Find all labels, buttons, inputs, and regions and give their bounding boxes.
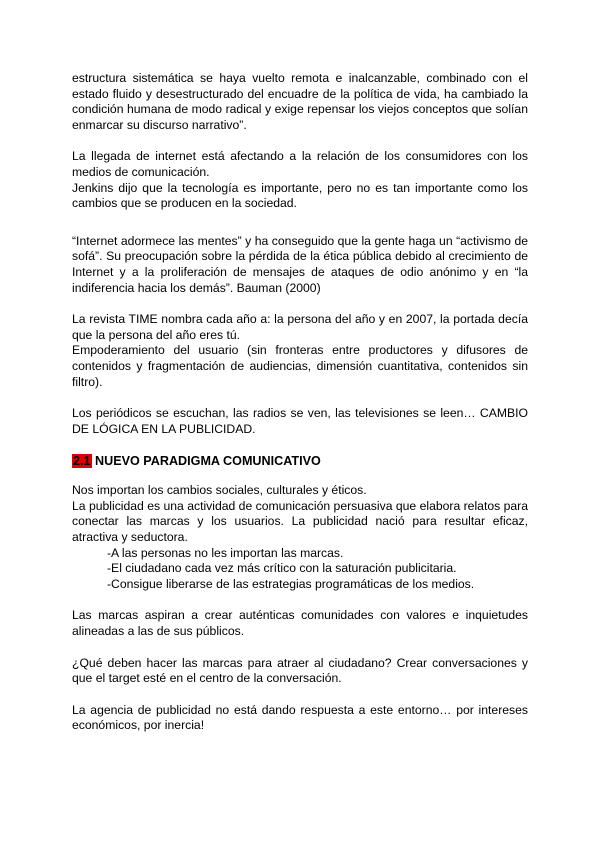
section-number: 2.1 [73, 454, 91, 469]
section-title: NUEVO PARADIGMA COMUNICATIVO [91, 454, 321, 469]
list-item: -El ciudadano cada vez más crítico con la saturación publicitaria. [107, 561, 457, 576]
paragraph-internet: La llegada de internet está afectando a la relación de los consumidores con los medios de comunicación. [72, 149, 528, 179]
paragraph-agencia: La agencia de publicidad no está dando respuesta a este entorno… por intereses económicos, por inercia! [72, 702, 528, 733]
paragraph-empoderamiento: Empoderamiento del usuario (sin fronteras entre productores y difusores de contenidos y fragmentación de audiencias, dimensión cuantitativa, contenidos sin filtro). [72, 343, 528, 389]
paragraph-jenkins: Jenkins dijo que la tecnología es importante, pero no es tan importante como los cambios que se producen en la sociedad. [72, 180, 528, 211]
section-heading [72, 453, 528, 469]
list-item: -Consigue liberarse de las estrategias programáticas de los medios. [107, 576, 475, 591]
paragraph-time: La revista TIME nombra cada año a: la persona del año y en 2007, la portada decía que la persona del año eres tú. [72, 312, 528, 342]
paragraph-quote-end: estructura sistemática se haya vuelto remota e inalcanzable, combinado con el estado fluido y desestructurado del encuadre de la política de vida, ha cambiado la condición humana de modo radical y exige repensar los viejos conceptos que solían enmarcar su discurso narrativo”. [72, 71, 528, 132]
paragraph-publicidad: La publicidad es una actividad de comunicación persuasiva que elabora relatos para conectar las marcas y los usuarios. La publicidad nació para resultar eficaz, atractiva y seductora. [72, 498, 528, 545]
page-content [72, 71, 528, 734]
paragraph-cambios-sociales: Nos importan los cambios sociales, culturales y éticos. [72, 483, 367, 498]
paragraph-marcas: Las marcas aspiran a crear auténticas comunidades con valores e inquietudes alineadas a las de sus públicos. [72, 608, 528, 639]
paragraph-bauman: “Internet adormece las mentes” y ha conseguido que la gente haga un “activismo de sofá”. Su preocupación sobre la pérdida de la ética pública debido al crecimiento de Internet y a la proliferación de mensajes de ataques de odio anónimo y en “la indiferencia hacia los demás”. Bauman (2000) [72, 233, 528, 295]
paragraph-cambio-logica: Los periódicos se escuchan, las radios se ven, las televisiones se leen… CAMBIO DE LÓGICA EN LA PUBLICIDAD. [72, 406, 528, 436]
list-item: -A las personas no les importan las marcas. [107, 545, 344, 560]
paragraph-pregunta: ¿Qué deben hacer las marcas para atraer al ciudadano? Crear conversaciones y que el target esté en el centro de la conversación. [72, 655, 528, 686]
